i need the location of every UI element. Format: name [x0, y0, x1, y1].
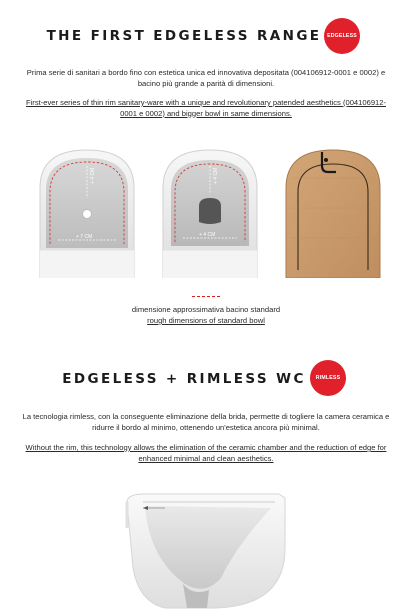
caption-it: dimensione approssimativa bacino standard [131, 305, 281, 314]
section1-title: THE FIRST EDGELESS RANGE [46, 28, 322, 44]
wood-template-photo [284, 148, 382, 278]
bowl-photo-1 [38, 148, 136, 278]
vertical-dimension-label-1: + 4 CM [90, 167, 96, 184]
section2-text-it: La tecnologia rimless, con la conseguente eliminazione della brida, permette di togliere la camera ceramica e ridurre il bordo al minimo, ottenendo un'estetica ancora più minimal. [22, 412, 390, 432]
horizontal-dimension-label-1: + 7 CM [76, 234, 93, 240]
section1-text-en: First-ever series of thin rim sanitary-ware with a unique and revolutionary patended aesthetics (004106912-0001 e 0002) and bigger bowl in same dimensions. [25, 98, 387, 118]
horizontal-dimension-label-2: + 4 CM [199, 232, 216, 238]
edgeless-badge: EDGELESS [324, 18, 360, 54]
section2-text-en: Without the rim, this technology allows the elimination of the ceramic chamber and the reduction of edge for enhanced minimal and clean aesthetics. [25, 443, 387, 463]
caption-en: rough dimensions of standard bowl [147, 316, 265, 325]
section1-text-it: Prima serie di sanitari a bordo fino con estetica unica ed innovativa depositata (004106912-0001 e 0002) e bacino più grande a parità di dimensioni. [26, 68, 386, 88]
bowl-photo-2 [161, 148, 259, 278]
rimless-badge: RIMLESS [310, 360, 346, 396]
vertical-dimension-label-2: + 4 CM [213, 167, 219, 184]
rimless-wc-photo [125, 488, 287, 610]
section2-header [0, 371, 412, 387]
dashed-legend-sample [192, 296, 220, 297]
section2-title: EDGELESS + RIMLESS WC [62, 371, 306, 387]
